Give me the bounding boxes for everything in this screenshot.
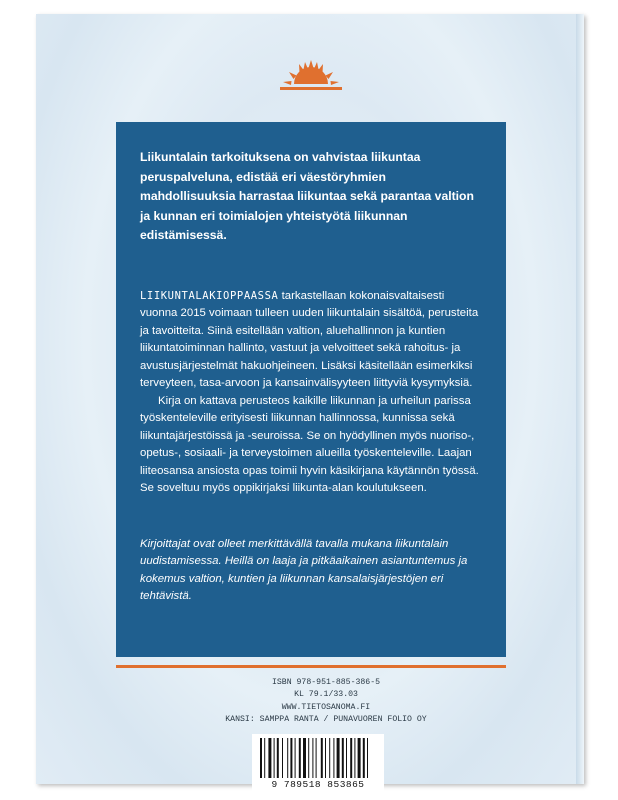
isbn-text: ISBN 978-951-885-386-5 [271,678,381,687]
description-panel [116,122,506,657]
description-paragraph-1 [140,288,482,393]
authors-paragraph: Kirjoittajat ovat olleet merkittävällä tavalla mukana liikuntalain uudistamisessa. Heillä on laaja ja pitkäaikainen asiantuntemus ja kokemus valtion, kuntien ja liikunnan kansalaisjärjestöjen eri tehtävistä. [140,537,468,602]
classification-text: KL 79.1/33.03 [294,690,358,700]
book-back-cover [36,14,584,790]
description-paragraph-1-text: tarkastellaan kokonaisvaltaisesti vuonna 2015 voimaan tulleen uuden liikuntalain sisältöä, perusteita ja tavoitteita. Siinä esitellään valtion, aluehallinnon ja kuntien liikuntatoiminnan hallinto, vastuut ja velvoitteet sekä rahoitus- ja avustusjärjestelmät hakuohjeineen. Lisäksi käsitellään esimerkiksi terveyteen, tasa-arvoon ja kansainvälisyyteen liittyviä kysymyksiä. [140,289,479,389]
barcode-number: 9 789518 853865 [271,779,365,790]
book-title-caps: LIIKUNTALAKIOPPAASSA [140,289,279,302]
sun-icon [280,58,342,98]
orange-divider [116,665,506,668]
credits-text: KANSI: SAMPPA RANTA / PUNAVUOREN FOLIO OY [225,715,427,725]
publication-info [206,677,446,727]
barcode [252,734,384,792]
barcode-bars-icon [258,738,378,778]
website-text: WWW.TIETOSANOMA.FI [281,702,371,712]
lead-paragraph: Liikuntalain tarkoituksena on vahvistaa liikuntaa peruspalveluna, edistää eri väestöryhmien mahdollisuuksia harrastaa liikuntaa sekä parantaa valtion ja kunnan eri toimialojen yhteistyötä liikunnan edistämisessä. [140,150,474,242]
cover-edge [576,14,584,784]
description-paragraph-2: Kirja on kattava perusteos kaikille liikunnan ja urheilun parissa työskenteleville erityisesti liikunnan hallinnossa, kunnissa sekä liikuntajärjestöissä ja -seuroissa. Se on hyödyllinen myös nuoriso-, opetus-, sosiaali- ja terveystoimen alueilla työskenteleville. Laajan liiteosansa ansiosta opas toimii hyvin käsikirjana käytännön työssä. Se soveltuu myös oppikirjaksi liikunta-alan koulutukseen. [140,394,479,494]
